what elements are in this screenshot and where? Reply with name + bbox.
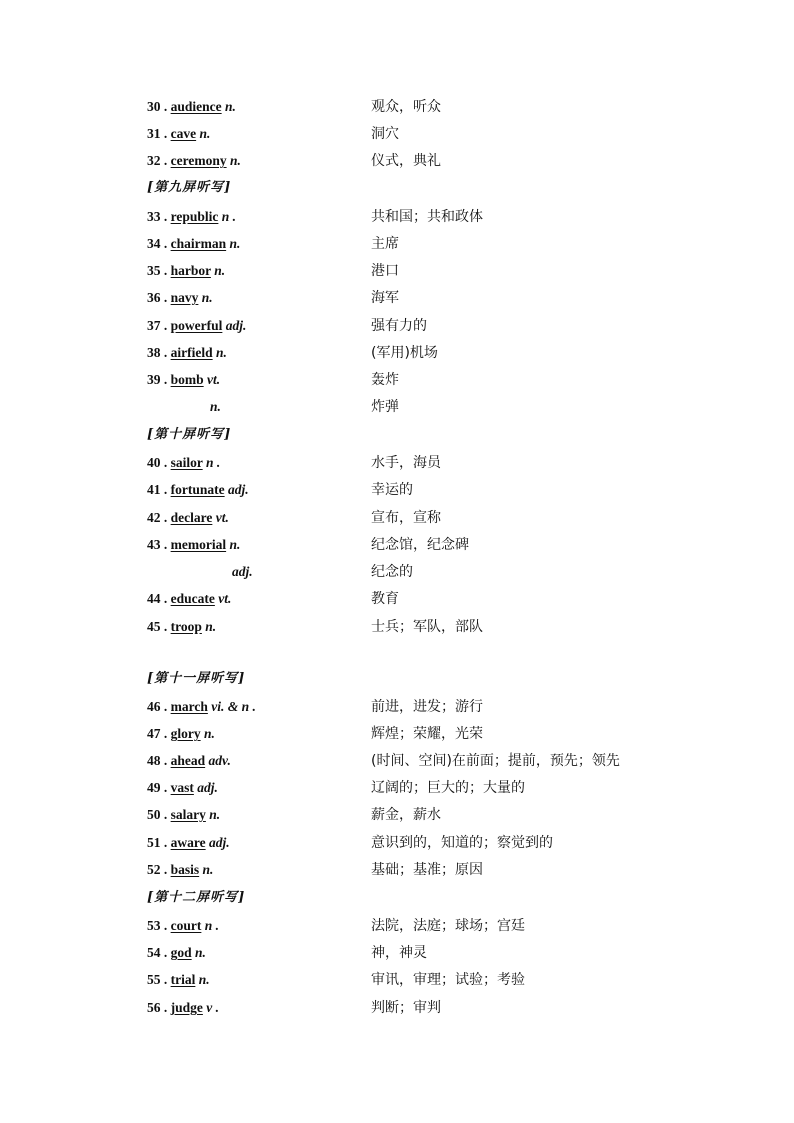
entry-number: 32 — [147, 153, 161, 168]
vocab-word: salary — [170, 807, 206, 822]
vocab-row — [0, 723, 794, 745]
vocab-word: aware — [170, 835, 206, 850]
part-of-speech: n. — [202, 862, 214, 877]
english-term: 48 . ahead adv. — [147, 753, 231, 768]
english-term: 46 . march vi. & n . — [147, 699, 256, 714]
chinese-meaning: 主席 — [371, 236, 399, 252]
entry-number: 36 — [147, 290, 161, 305]
vocab-row — [0, 452, 794, 474]
vocab-word: judge — [170, 1000, 203, 1015]
part-of-speech: n. — [199, 126, 211, 141]
part-of-speech: n . — [221, 209, 237, 224]
vocab-word: educate — [170, 591, 215, 606]
chinese-meaning: 炸弹 — [371, 399, 399, 415]
english-term: 49 . vast adj. — [147, 780, 218, 795]
vocab-word: memorial — [170, 537, 227, 552]
english-term: 35 . harbor n. — [147, 263, 226, 278]
chinese-meaning: (军用)机场 — [371, 345, 438, 361]
chinese-meaning: 轰炸 — [371, 372, 399, 388]
entry-number: 42 — [147, 510, 161, 525]
english-term: 31 . cave n. — [147, 126, 211, 141]
chinese-meaning: (时间、空间)在前面；提前，预先；领先 — [371, 753, 620, 769]
vocab-row — [0, 588, 794, 610]
vocab-row — [0, 942, 794, 964]
part-of-speech: vt. — [218, 591, 232, 606]
vocab-word: declare — [170, 510, 213, 525]
vocab-word: republic — [170, 209, 219, 224]
vocab-row — [0, 859, 794, 881]
entry-number: 51 — [147, 835, 161, 850]
chinese-meaning: 神，神灵 — [371, 945, 427, 961]
vocab-row — [0, 396, 794, 418]
part-of-speech: adj. — [225, 318, 247, 333]
chinese-meaning: 海军 — [371, 290, 399, 306]
entry-number: 33 — [147, 209, 161, 224]
part-of-speech: n. — [216, 345, 227, 360]
entry-number: 47 — [147, 726, 161, 741]
part-of-speech: n. — [204, 726, 215, 741]
english-term: 53 . court n . — [147, 918, 220, 933]
english-term: 34 . chairman n. — [147, 236, 241, 251]
english-term: 37 . powerful adj. — [147, 318, 247, 333]
entry-number: 49 — [147, 780, 161, 795]
vocab-row — [0, 206, 794, 228]
vocab-word: basis — [170, 862, 200, 877]
entry-number: 37 — [147, 318, 161, 333]
entry-number: 31 — [147, 126, 161, 141]
english-term: 39 . bomb vt. — [147, 372, 221, 387]
vocab-row — [0, 915, 794, 937]
english-term: 56 . judge v . — [147, 1000, 220, 1015]
chinese-meaning: 薪金，薪水 — [371, 807, 441, 823]
vocab-word: god — [170, 945, 192, 960]
english-term: 47 . glory n. — [147, 726, 215, 741]
english-term: 33 . republic n . — [147, 209, 237, 224]
vocab-row — [0, 123, 794, 145]
part-of-speech: n. — [225, 99, 236, 114]
entry-number: 43 — [147, 537, 161, 552]
english-term: 38 . airfield n. — [147, 345, 227, 360]
section-title: [第十屏听写] — [147, 427, 232, 442]
chinese-meaning: 洞穴 — [371, 126, 399, 142]
vocab-row — [0, 696, 794, 718]
vocab-word: troop — [170, 619, 202, 634]
chinese-meaning: 幸运的 — [371, 482, 413, 498]
vocab-row — [0, 561, 794, 583]
english-term: 32 . ceremony n. — [147, 153, 241, 168]
chinese-meaning: 纪念馆，纪念碑 — [371, 537, 469, 553]
chinese-meaning: 基础；基准；原因 — [371, 862, 483, 878]
chinese-meaning: 意识到的，知道的；察觉到的 — [371, 835, 553, 851]
part-of-speech: n. — [198, 972, 210, 987]
part-of-speech: n. — [229, 153, 241, 168]
entry-number: 40 — [147, 455, 161, 470]
chinese-meaning: 观众，听众 — [371, 99, 441, 115]
vocab-row — [0, 777, 794, 799]
entry-number: 35 — [147, 263, 161, 278]
vocab-row — [0, 534, 794, 556]
english-term: 54 . god n. — [147, 945, 206, 960]
part-of-speech: n . — [204, 918, 220, 933]
chinese-meaning: 水手，海员 — [371, 455, 441, 471]
vocab-word: audience — [170, 99, 222, 114]
chinese-meaning: 辉煌；荣耀，光荣 — [371, 726, 483, 742]
chinese-meaning: 法院，法庭；球场；宫廷 — [371, 918, 525, 934]
vocab-word: airfield — [170, 345, 213, 360]
entry-number: 38 — [147, 345, 161, 360]
chinese-meaning: 判断；审判 — [371, 1000, 441, 1016]
vocab-word: fortunate — [170, 482, 225, 497]
english-term — [232, 561, 253, 583]
vocab-row — [0, 616, 794, 638]
chinese-meaning: 强有力的 — [371, 318, 427, 334]
vocab-row — [0, 969, 794, 991]
vocab-word: chairman — [170, 236, 227, 251]
part-of-speech: adj. — [232, 564, 253, 579]
part-of-speech: adj. — [209, 835, 230, 850]
entry-number: 56 — [147, 1000, 161, 1015]
vocab-word: vast — [170, 780, 194, 795]
vocab-row — [0, 342, 794, 364]
vocab-row — [0, 750, 794, 772]
entry-number: 41 — [147, 482, 161, 497]
english-term: 52 . basis n. — [147, 862, 214, 877]
section-title: [第九屏听写] — [147, 180, 232, 195]
entry-number: 53 — [147, 918, 161, 933]
part-of-speech: adv. — [208, 753, 231, 768]
english-term: 44 . educate vt. — [147, 591, 232, 606]
part-of-speech: vt. — [207, 372, 221, 387]
section-title: [第十一屏听写] — [147, 671, 246, 686]
part-of-speech: n. — [214, 263, 226, 278]
vocab-word: ceremony — [170, 153, 227, 168]
section-title: [第十二屏听写] — [147, 890, 246, 905]
english-term: 30 . audience n. — [147, 99, 236, 114]
section-header — [0, 887, 794, 909]
part-of-speech: v . — [206, 1000, 220, 1015]
chinese-meaning: 教育 — [371, 591, 399, 607]
vocab-word: march — [170, 699, 208, 714]
part-of-speech: n. — [229, 236, 241, 251]
entry-number: 54 — [147, 945, 161, 960]
entry-number: 46 — [147, 699, 161, 714]
english-term: 55 . trial n. — [147, 972, 210, 987]
entry-number: 55 — [147, 972, 161, 987]
part-of-speech: vt. — [215, 510, 229, 525]
chinese-meaning: 宣布，宣称 — [371, 510, 441, 526]
part-of-speech: n. — [229, 537, 241, 552]
section-header — [0, 424, 794, 446]
vocab-row — [0, 369, 794, 391]
part-of-speech: n. — [201, 290, 213, 305]
entry-number: 45 — [147, 619, 161, 634]
part-of-speech: n . — [206, 455, 221, 470]
english-term: 43 . memorial n. — [147, 537, 241, 552]
vocab-row — [0, 507, 794, 529]
vocab-word: cave — [170, 126, 197, 141]
chinese-meaning: 前进，进发；游行 — [371, 699, 483, 715]
vocab-row — [0, 315, 794, 337]
vocab-row — [0, 150, 794, 172]
english-term — [210, 396, 221, 418]
chinese-meaning: 仪式，典礼 — [371, 153, 441, 169]
section-header — [0, 668, 794, 690]
part-of-speech: n. — [195, 945, 206, 960]
vocab-word: bomb — [170, 372, 204, 387]
vocab-word: ahead — [170, 753, 206, 768]
english-term: 36 . navy n. — [147, 290, 213, 305]
english-term: 41 . fortunate adj. — [147, 482, 249, 497]
vocab-row — [0, 832, 794, 854]
section-header — [0, 177, 794, 199]
part-of-speech: n. — [210, 399, 221, 414]
english-term: 45 . troop n. — [147, 619, 217, 634]
vocab-row — [0, 997, 794, 1019]
entry-number: 34 — [147, 236, 161, 251]
vocab-word: harbor — [170, 263, 211, 278]
entry-number: 30 — [147, 99, 161, 114]
english-term: 40 . sailor n . — [147, 455, 221, 470]
entry-number: 44 — [147, 591, 161, 606]
chinese-meaning: 辽阔的；巨大的；大量的 — [371, 780, 525, 796]
chinese-meaning: 审讯，审理；试验；考验 — [371, 972, 525, 988]
entry-number: 39 — [147, 372, 161, 387]
part-of-speech: vi. & n . — [211, 699, 256, 714]
vocab-row — [0, 233, 794, 255]
vocab-word: court — [170, 918, 202, 933]
chinese-meaning: 共和国；共和政体 — [371, 209, 483, 225]
chinese-meaning: 士兵；军队，部队 — [371, 619, 483, 635]
english-term: 50 . salary n. — [147, 807, 221, 822]
vocab-word: trial — [170, 972, 196, 987]
entry-number: 50 — [147, 807, 161, 822]
part-of-speech: n. — [205, 619, 217, 634]
vocab-row — [0, 287, 794, 309]
vocab-word: glory — [170, 726, 201, 741]
chinese-meaning: 纪念的 — [371, 564, 413, 580]
vocab-row — [0, 479, 794, 501]
part-of-speech: adj. — [228, 482, 249, 497]
vocab-word: sailor — [170, 455, 203, 470]
english-term: 42 . declare vt. — [147, 510, 229, 525]
vocab-word: navy — [170, 290, 199, 305]
vocab-row — [0, 260, 794, 282]
chinese-meaning: 港口 — [371, 263, 399, 279]
part-of-speech: adj. — [197, 780, 218, 795]
vocab-row — [0, 96, 794, 118]
vocab-word: powerful — [170, 318, 223, 333]
vocab-row — [0, 804, 794, 826]
entry-number: 48 — [147, 753, 161, 768]
english-term: 51 . aware adj. — [147, 835, 230, 850]
part-of-speech: n. — [209, 807, 221, 822]
entry-number: 52 — [147, 862, 161, 877]
